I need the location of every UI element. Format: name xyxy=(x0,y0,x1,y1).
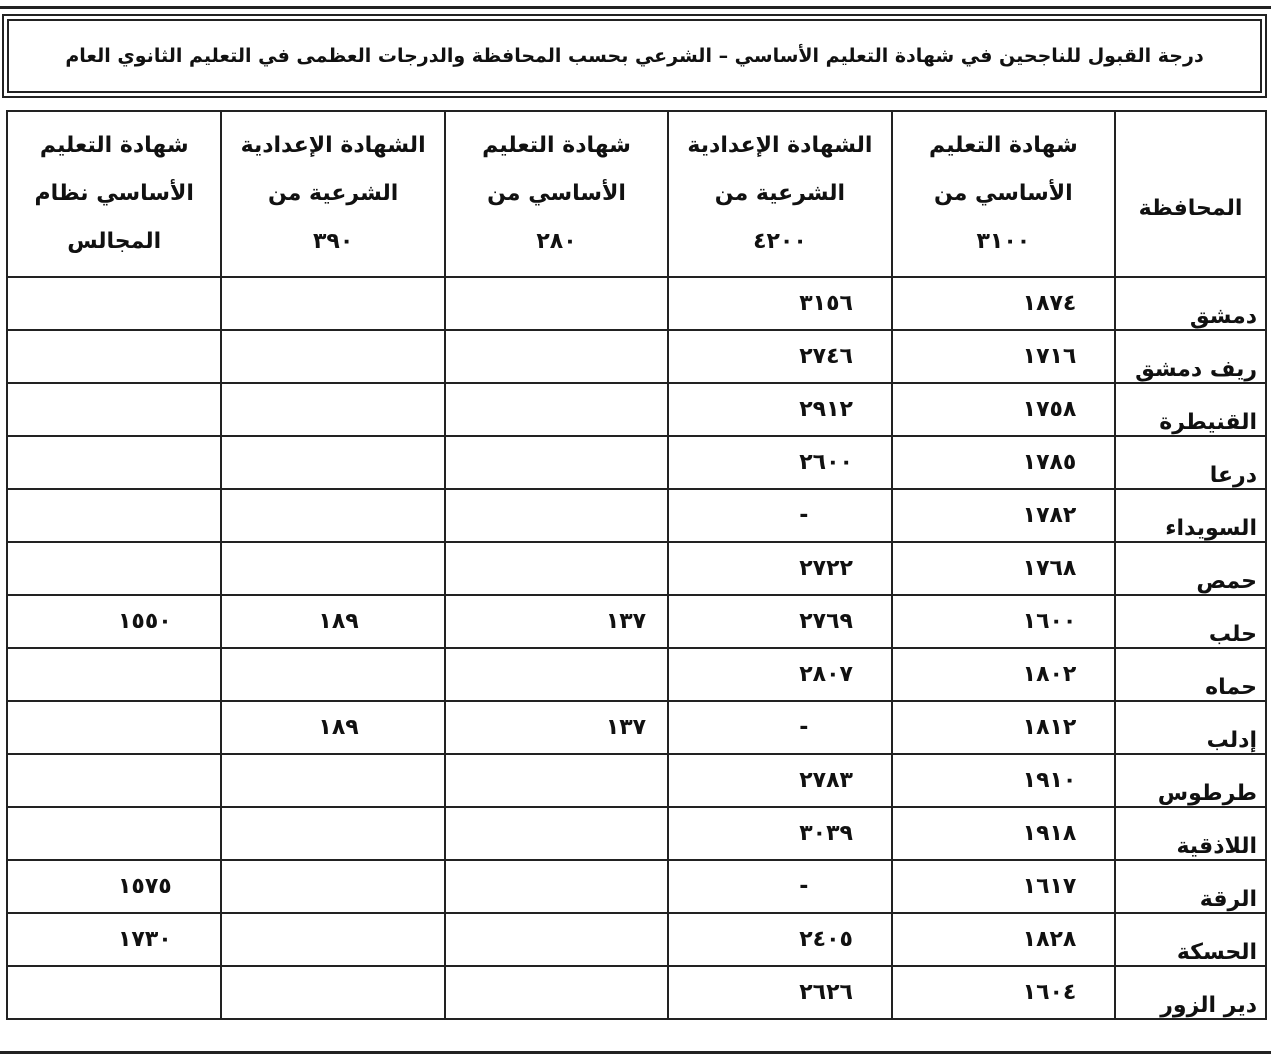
header-line: الأساسي نظام xyxy=(34,181,194,206)
header-line: الأساسي من xyxy=(933,181,1073,206)
score-cell-c1: ١٩١٨ xyxy=(892,807,1115,860)
table-row xyxy=(7,860,1266,913)
score-cell-c4 xyxy=(221,542,444,595)
score-cell-c2: ٢٧٦٩ xyxy=(668,595,891,648)
score-cell-c3 xyxy=(445,648,668,701)
header-line: شهادة التعليم xyxy=(39,133,189,158)
score-cell-c1: ١٦٠٠ xyxy=(892,595,1115,648)
header-line: شهادة التعليم xyxy=(482,133,631,158)
header-line: ٤٢٠٠ xyxy=(753,229,807,254)
score-cell-c5 xyxy=(7,436,221,489)
score-cell-c1: ١٧٨٥ xyxy=(892,436,1115,489)
governorate-cell: دير الزور xyxy=(1115,966,1266,1019)
table-title: درجة القبول للناجحين في شهادة التعليم الأساسي – الشرعي بحسب المحافظة والدرجات العظمى في التعليم الثانوي العام xyxy=(65,45,1204,67)
table-row xyxy=(7,542,1266,595)
table-row xyxy=(7,807,1266,860)
score-cell-c4 xyxy=(221,436,444,489)
score-cell-c1: ١٧٥٨ xyxy=(892,383,1115,436)
header-line: الشرعية من xyxy=(267,181,399,206)
header-line: الشهادة الإعدادية xyxy=(687,133,873,158)
score-cell-c4 xyxy=(221,330,444,383)
score-cell-c1: ١٩١٠ xyxy=(892,754,1115,807)
score-cell-c3 xyxy=(445,966,668,1019)
score-cell-c1: ١٨٢٨ xyxy=(892,913,1115,966)
governorate-cell: الرقة xyxy=(1115,860,1266,913)
score-cell-c4 xyxy=(221,754,444,807)
score-cell-c5 xyxy=(7,330,221,383)
score-cell-c3 xyxy=(445,436,668,489)
header-line: المحافظة xyxy=(1138,196,1243,221)
score-cell-c3 xyxy=(445,330,668,383)
score-cell-c5 xyxy=(7,648,221,701)
governorate-cell: حماه xyxy=(1115,648,1266,701)
governorate-cell: إدلب xyxy=(1115,701,1266,754)
score-cell-c2: ٣٠٣٩ xyxy=(668,807,891,860)
column-header-3 xyxy=(445,111,668,277)
score-cell-c1: ١٦١٧ xyxy=(892,860,1115,913)
header-line: ٢٨٠ xyxy=(536,229,577,254)
governorate-cell: اللاذقية xyxy=(1115,807,1266,860)
score-cell-c5 xyxy=(7,754,221,807)
governorate-cell: السويداء xyxy=(1115,489,1266,542)
column-header-4 xyxy=(221,111,444,277)
score-cell-c5 xyxy=(7,542,221,595)
score-cell-c4 xyxy=(221,648,444,701)
governorate-cell: حلب xyxy=(1115,595,1266,648)
score-cell-c1: ١٨٧٤ xyxy=(892,277,1115,330)
governorate-cell: حمص xyxy=(1115,542,1266,595)
table-row xyxy=(7,701,1266,754)
score-cell-c2: ٢٦٠٠ xyxy=(668,436,891,489)
score-cell-c5: ١٧٣٠ xyxy=(7,913,221,966)
governorate-cell: درعا xyxy=(1115,436,1266,489)
governorate-cell: ريف دمشق xyxy=(1115,330,1266,383)
score-cell-c1: ١٨٠٢ xyxy=(892,648,1115,701)
score-cell-c1: ١٧٦٨ xyxy=(892,542,1115,595)
governorate-cell: دمشق xyxy=(1115,277,1266,330)
score-cell-c2: ٢٨٠٧ xyxy=(668,648,891,701)
score-cell-c2: ٢٧٨٣ xyxy=(668,754,891,807)
score-cell-c3 xyxy=(445,860,668,913)
column-header-0 xyxy=(1115,111,1266,277)
governorate-cell: القنيطرة xyxy=(1115,383,1266,436)
header-line: الشرعية من xyxy=(714,181,846,206)
table-row xyxy=(7,489,1266,542)
score-cell-c5 xyxy=(7,701,221,754)
score-cell-c1: ١٦٠٤ xyxy=(892,966,1115,1019)
table-row xyxy=(7,383,1266,436)
score-cell-c5 xyxy=(7,807,221,860)
score-cell-c5 xyxy=(7,277,221,330)
score-cell-c4 xyxy=(221,277,444,330)
score-cell-c4 xyxy=(221,383,444,436)
score-cell-c4 xyxy=(221,913,444,966)
header-row xyxy=(7,111,1266,277)
bottom-border-line xyxy=(0,1051,1271,1054)
score-cell-c2: ٢٩١٢ xyxy=(668,383,891,436)
table-body xyxy=(7,277,1266,1019)
score-cell-c3 xyxy=(445,913,668,966)
score-cell-c3 xyxy=(445,277,668,330)
governorate-cell: طرطوس xyxy=(1115,754,1266,807)
score-cell-c1: ١٧١٦ xyxy=(892,330,1115,383)
score-cell-c3: ١٣٧ xyxy=(445,595,668,648)
score-cell-c5: ١٥٥٠ xyxy=(7,595,221,648)
score-cell-c2: - xyxy=(668,489,891,542)
score-cell-c3 xyxy=(445,754,668,807)
score-cell-c4 xyxy=(221,860,444,913)
top-border-line xyxy=(0,6,1271,9)
score-cell-c3: ١٣٧ xyxy=(445,701,668,754)
score-cell-c2: ٢٧٤٦ xyxy=(668,330,891,383)
table-row xyxy=(7,595,1266,648)
score-cell-c2: - xyxy=(668,860,891,913)
header-line: المجالس xyxy=(67,229,162,254)
score-cell-c2: - xyxy=(668,701,891,754)
score-cell-c5 xyxy=(7,966,221,1019)
table-row xyxy=(7,966,1266,1019)
score-cell-c5 xyxy=(7,383,221,436)
score-cell-c3 xyxy=(445,383,668,436)
score-cell-c2: ٣١٥٦ xyxy=(668,277,891,330)
score-cell-c4 xyxy=(221,489,444,542)
score-cell-c2: ٢٦٢٦ xyxy=(668,966,891,1019)
column-header-1 xyxy=(892,111,1115,277)
score-cell-c4 xyxy=(221,966,444,1019)
score-cell-c5: ١٥٧٥ xyxy=(7,860,221,913)
table-row xyxy=(7,754,1266,807)
header-line: الأساسي من xyxy=(487,181,626,206)
score-cell-c2: ٢٤٠٥ xyxy=(668,913,891,966)
score-cell-c1: ١٧٨٢ xyxy=(892,489,1115,542)
column-header-5 xyxy=(7,111,221,277)
score-cell-c3 xyxy=(445,807,668,860)
score-cell-c3 xyxy=(445,489,668,542)
header-line: شهادة التعليم xyxy=(928,133,1078,158)
admission-scores-table xyxy=(6,110,1267,1020)
table-row xyxy=(7,436,1266,489)
score-cell-c1: ١٨١٢ xyxy=(892,701,1115,754)
score-cell-c4: ١٨٩ xyxy=(221,701,444,754)
governorate-cell: الحسكة xyxy=(1115,913,1266,966)
score-cell-c5 xyxy=(7,489,221,542)
score-cell-c2: ٢٧٢٢ xyxy=(668,542,891,595)
score-cell-c3 xyxy=(445,542,668,595)
column-header-2 xyxy=(668,111,891,277)
score-cell-c4: ١٨٩ xyxy=(221,595,444,648)
table-row xyxy=(7,330,1266,383)
header-line: الشهادة الإعدادية xyxy=(240,133,426,158)
title-box xyxy=(2,14,1267,98)
header-line: ٣٩٠ xyxy=(312,229,354,254)
table-row xyxy=(7,648,1266,701)
table-row xyxy=(7,913,1266,966)
header-line: ٣١٠٠ xyxy=(976,229,1031,254)
table-row xyxy=(7,277,1266,330)
score-cell-c4 xyxy=(221,807,444,860)
